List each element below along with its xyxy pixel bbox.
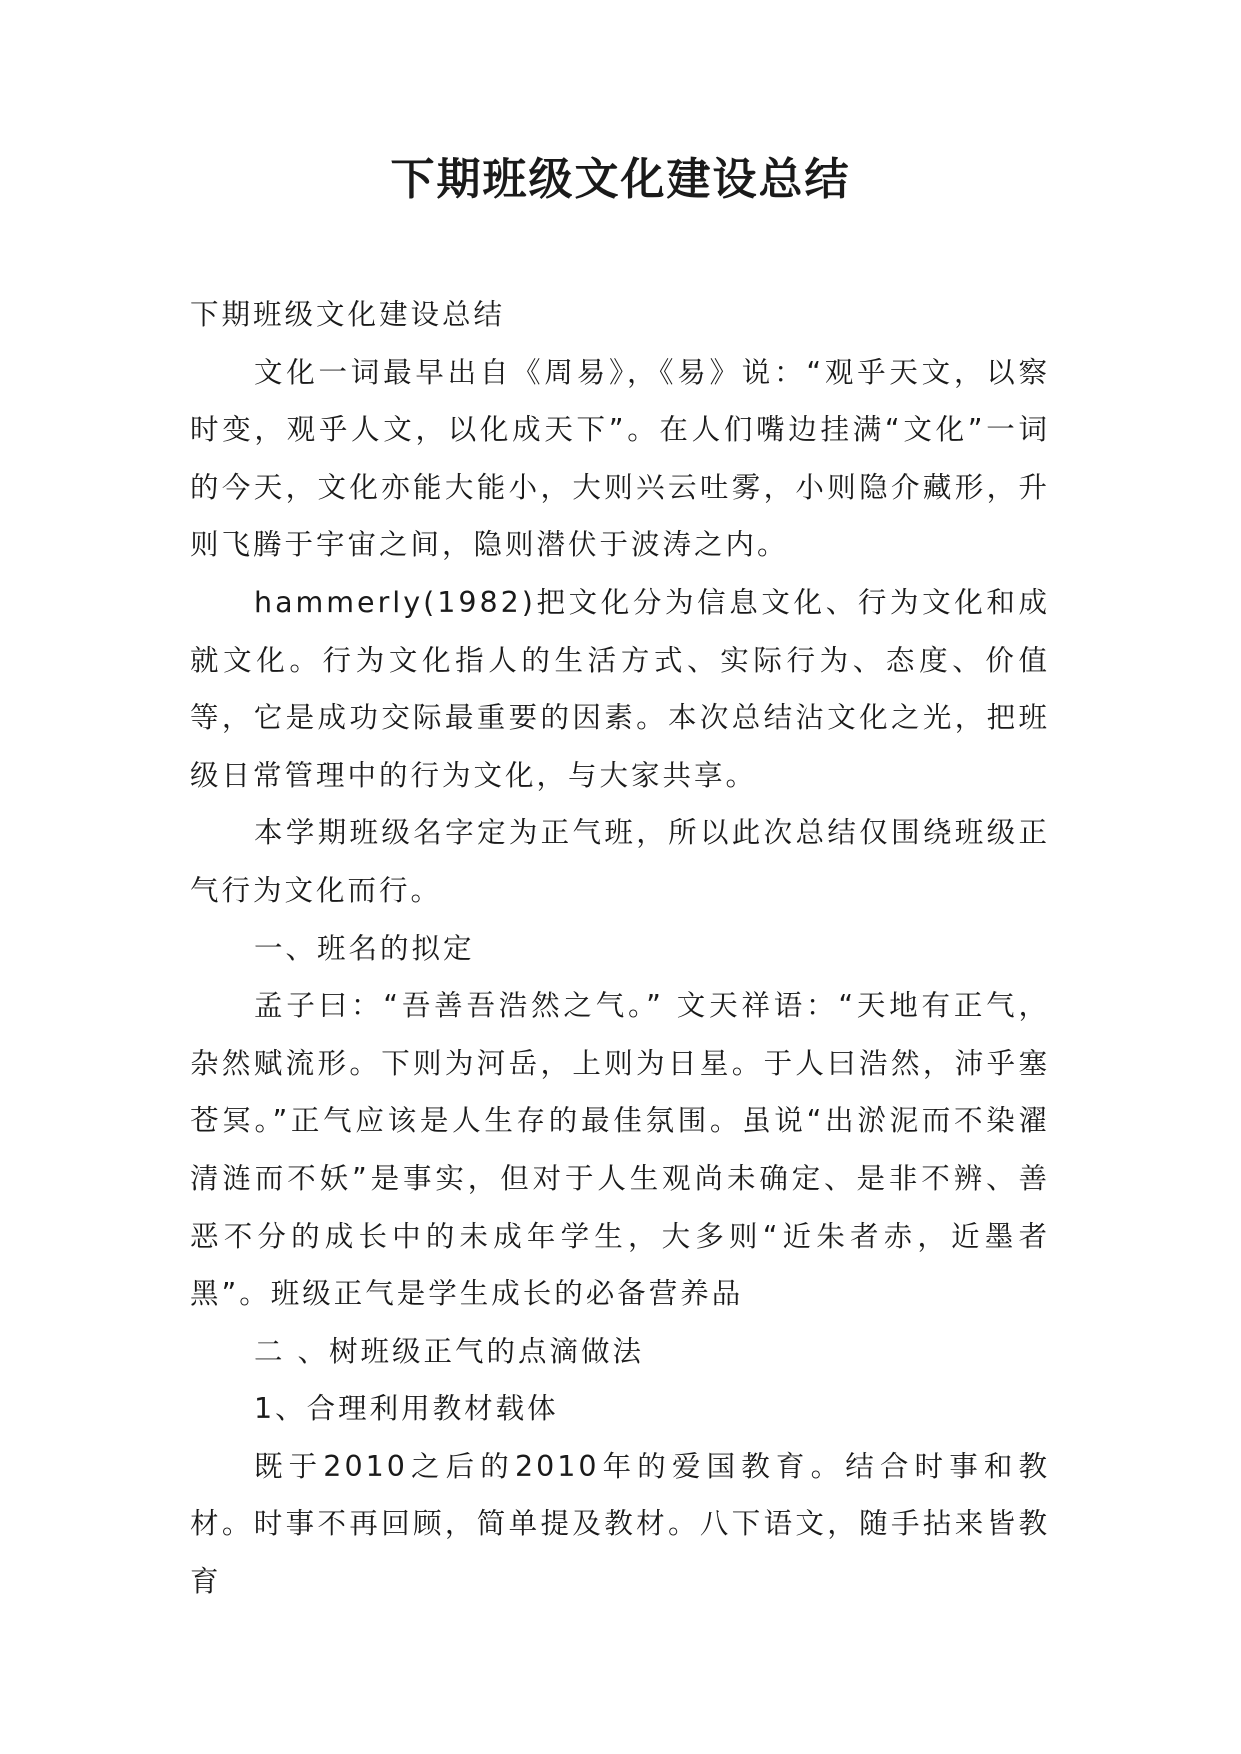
paragraph-culture-origin: 文化一词最早出自《周易》，《易》说：“观乎天文，以察时变，观乎人文，以化成天下”。在人们嘴边挂满“文化”一词的今天，文化亦能大能小，大则兴云吐雾，小则隐介藏形，升则飞腾于宇宙之间，隐则潜伏于波涛之内。: [190, 355, 1050, 562]
paragraph-mencius: 孟子曰：“吾善吾浩然之气。” 文天祥语：“天地有正气，杂然赋流形。下则为河岳，上则为日星。于人曰浩然，沛乎塞苍冥。”正气应该是人生存的最佳氛围。虽说“出淤泥而不染濯清涟而不妖”是事实，但对于人生观尚未确定、是非不辨、善恶不分的成长中的未成年学生，大多则“近朱者赤，近墨者黑”。班级正气是学生成长的必备营养品: [190, 989, 1050, 1311]
section-heading-1: 一、班名的拟定: [254, 931, 475, 965]
document-title: 下期班级文化建设总结: [390, 154, 851, 205]
document-body: [190, 286, 1050, 1611]
paragraph-class-name: 本学期班级名字定为正气班，所以此次总结仅围绕班级正气行为文化而行。: [190, 816, 1050, 907]
subsection-heading-1: 1、合理利用教材载体: [254, 1392, 559, 1426]
section-heading-2: 二 、树班级正气的点滴做法: [254, 1334, 645, 1368]
paragraph-patriotic-education: 既于2010之后的2010年的爱国教育。结合时事和教材。时事不再回顾，简单提及教材。八下语文，随手拈来皆教育: [190, 1449, 1050, 1599]
document-subtitle: 下期班级文化建设总结: [190, 298, 506, 331]
paragraph-hammerly: hammerly(1982)把文化分为信息文化、行为文化和成就文化。行为文化指人的生活方式、实际行为、态度、价值等，它是成功交际最重要的因素。本次总结沾文化之光，把班级日常管理中的行为文化，与大家共享。: [190, 585, 1050, 792]
